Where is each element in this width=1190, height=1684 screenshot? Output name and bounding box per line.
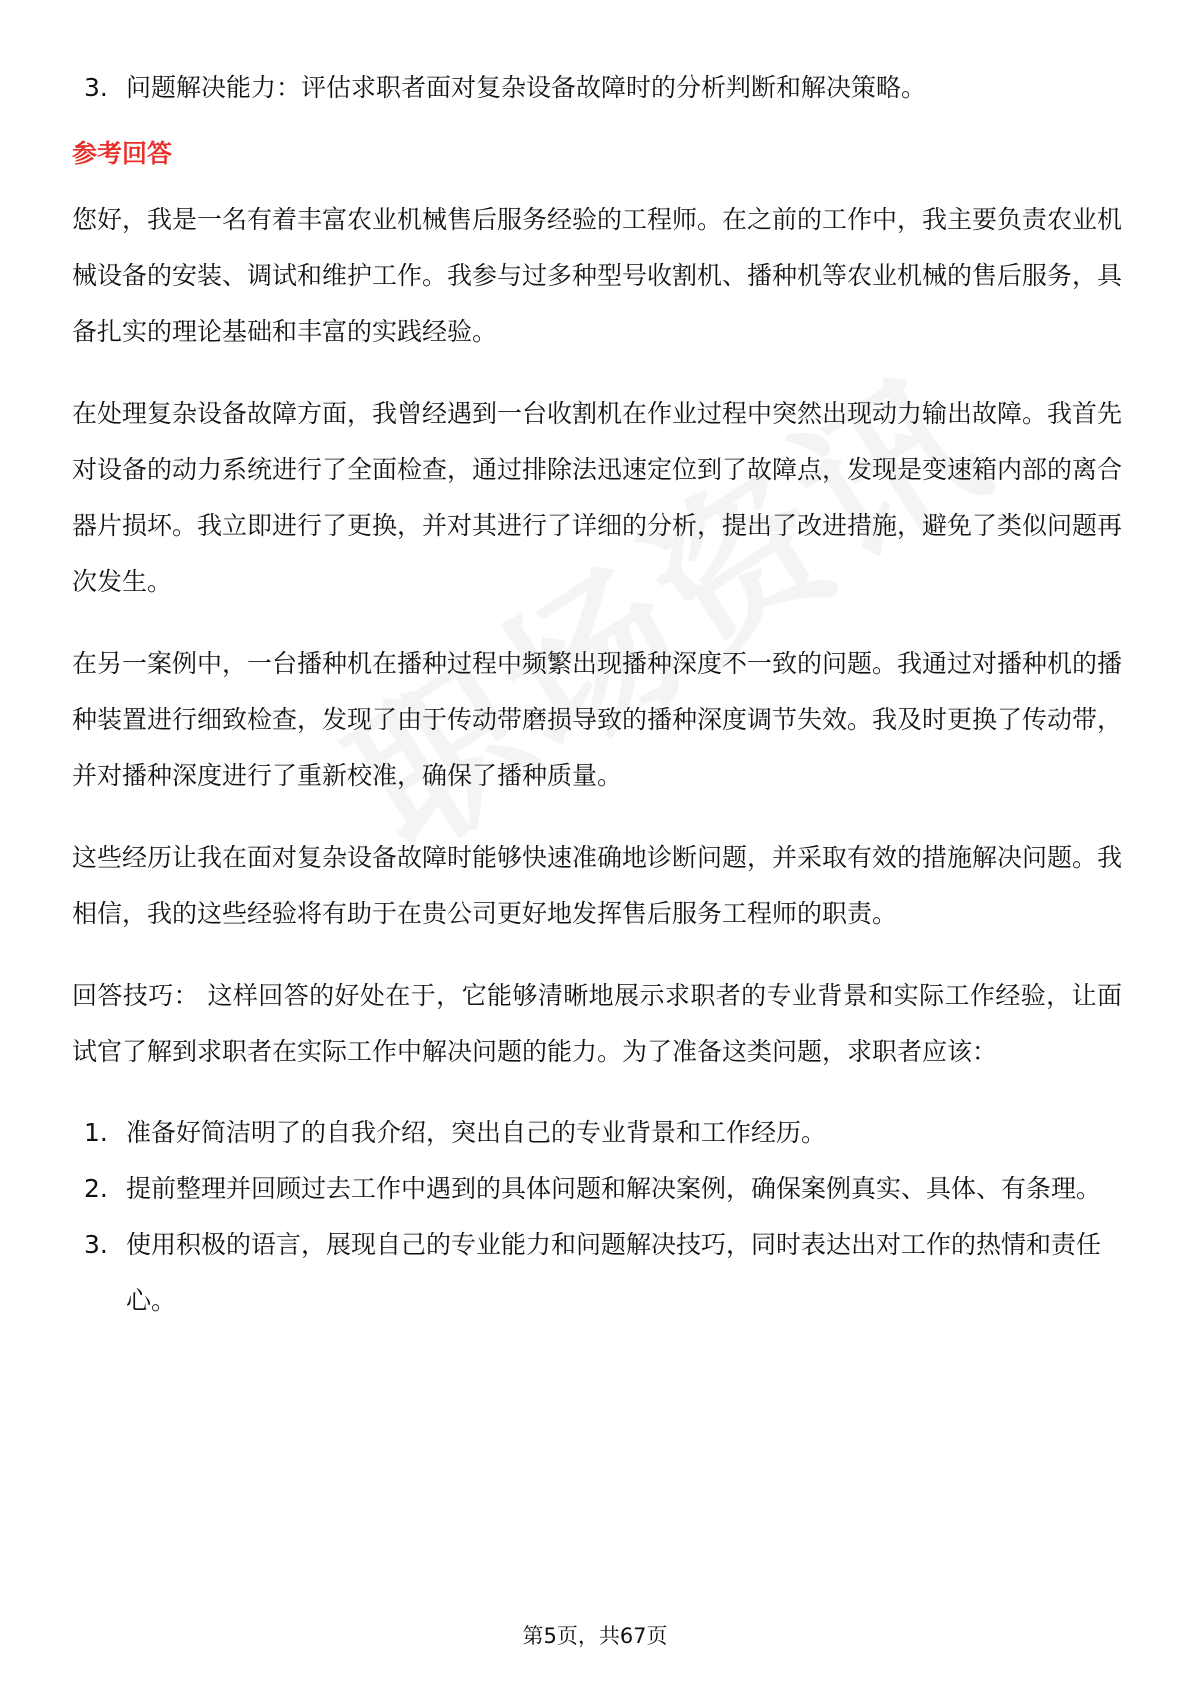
answer-paragraph-2: 在处理复杂设备故障方面，我曾经遇到一台收割机在作业过程中突然出现动力输出故障。我首先对设备的动力系统进行了全面检查，通过排除法迅速定位到了故障点，发现是变速箱内部的离合器片损坏。我立即进行了更换，并对其进行了详细的分析，提出了改进措施，避免了类似问题再次发生。: [72, 399, 1123, 596]
list-number: 2.: [84, 1174, 108, 1203]
section-heading: 参考回答: [72, 139, 173, 168]
answer-paragraph-1: 您好，我是一名有着丰富农业机械售后服务经验的工程师。在之前的工作中，我主要负责农业机械设备的安装、调试和维护工作。我参与过多种型号收割机、播种机等农业机械的售后服务，具备扎实的理论基础和丰富的实践经验。: [72, 205, 1123, 346]
tips-intro: 回答技巧： 这样回答的好处在于，它能够清晰地展示求职者的专业背景和实际工作经验，让面试官了解到求职者在实际工作中解决问题的能力。为了准备这类问题，求职者应该：: [72, 981, 1122, 1066]
answer-paragraph-4: 这些经历让我在面对复杂设备故障时能够快速准确地诊断问题，并采取有效的措施解决问题。我相信，我的这些经验将有助于在贵公司更好地发挥售后服务工程师的职责。: [72, 843, 1123, 928]
page-footer: 第5页，共67页: [522, 1624, 668, 1648]
list-item: [72, 1105, 1122, 1161]
list-item: [72, 1161, 1122, 1217]
list-text: 提前整理并回顾过去工作中遇到的具体问题和解决案例，确保案例真实、具体、有条理。: [126, 1174, 1102, 1203]
list-item: [72, 60, 1122, 116]
list-text: 使用积极的语言，展现自己的专业能力和问题解决技巧，同时表达出对工作的热情和责任心。: [126, 1230, 1102, 1315]
list-text: 准备好简洁明了的自我介绍，突出自己的专业背景和工作经历。: [126, 1118, 827, 1147]
list-number: 1.: [84, 1118, 108, 1147]
list-item: [72, 1217, 1122, 1329]
answer-paragraph-3: 在另一案例中，一台播种机在播种过程中频繁出现播种深度不一致的问题。我通过对播种机的播种装置进行细致检查，发现了由于传动带磨损导致的播种深度调节失效。我及时更换了传动带，并对播种深度进行了重新校准，确保了播种质量。: [72, 649, 1123, 790]
list-text: 问题解决能力：评估求职者面对复杂设备故障时的分析判断和解决策略。: [126, 73, 927, 102]
page-content: [72, 60, 1122, 1329]
list-number: 3.: [84, 1230, 108, 1259]
list-number: 3.: [84, 73, 108, 102]
tips-list: [72, 1105, 1122, 1329]
